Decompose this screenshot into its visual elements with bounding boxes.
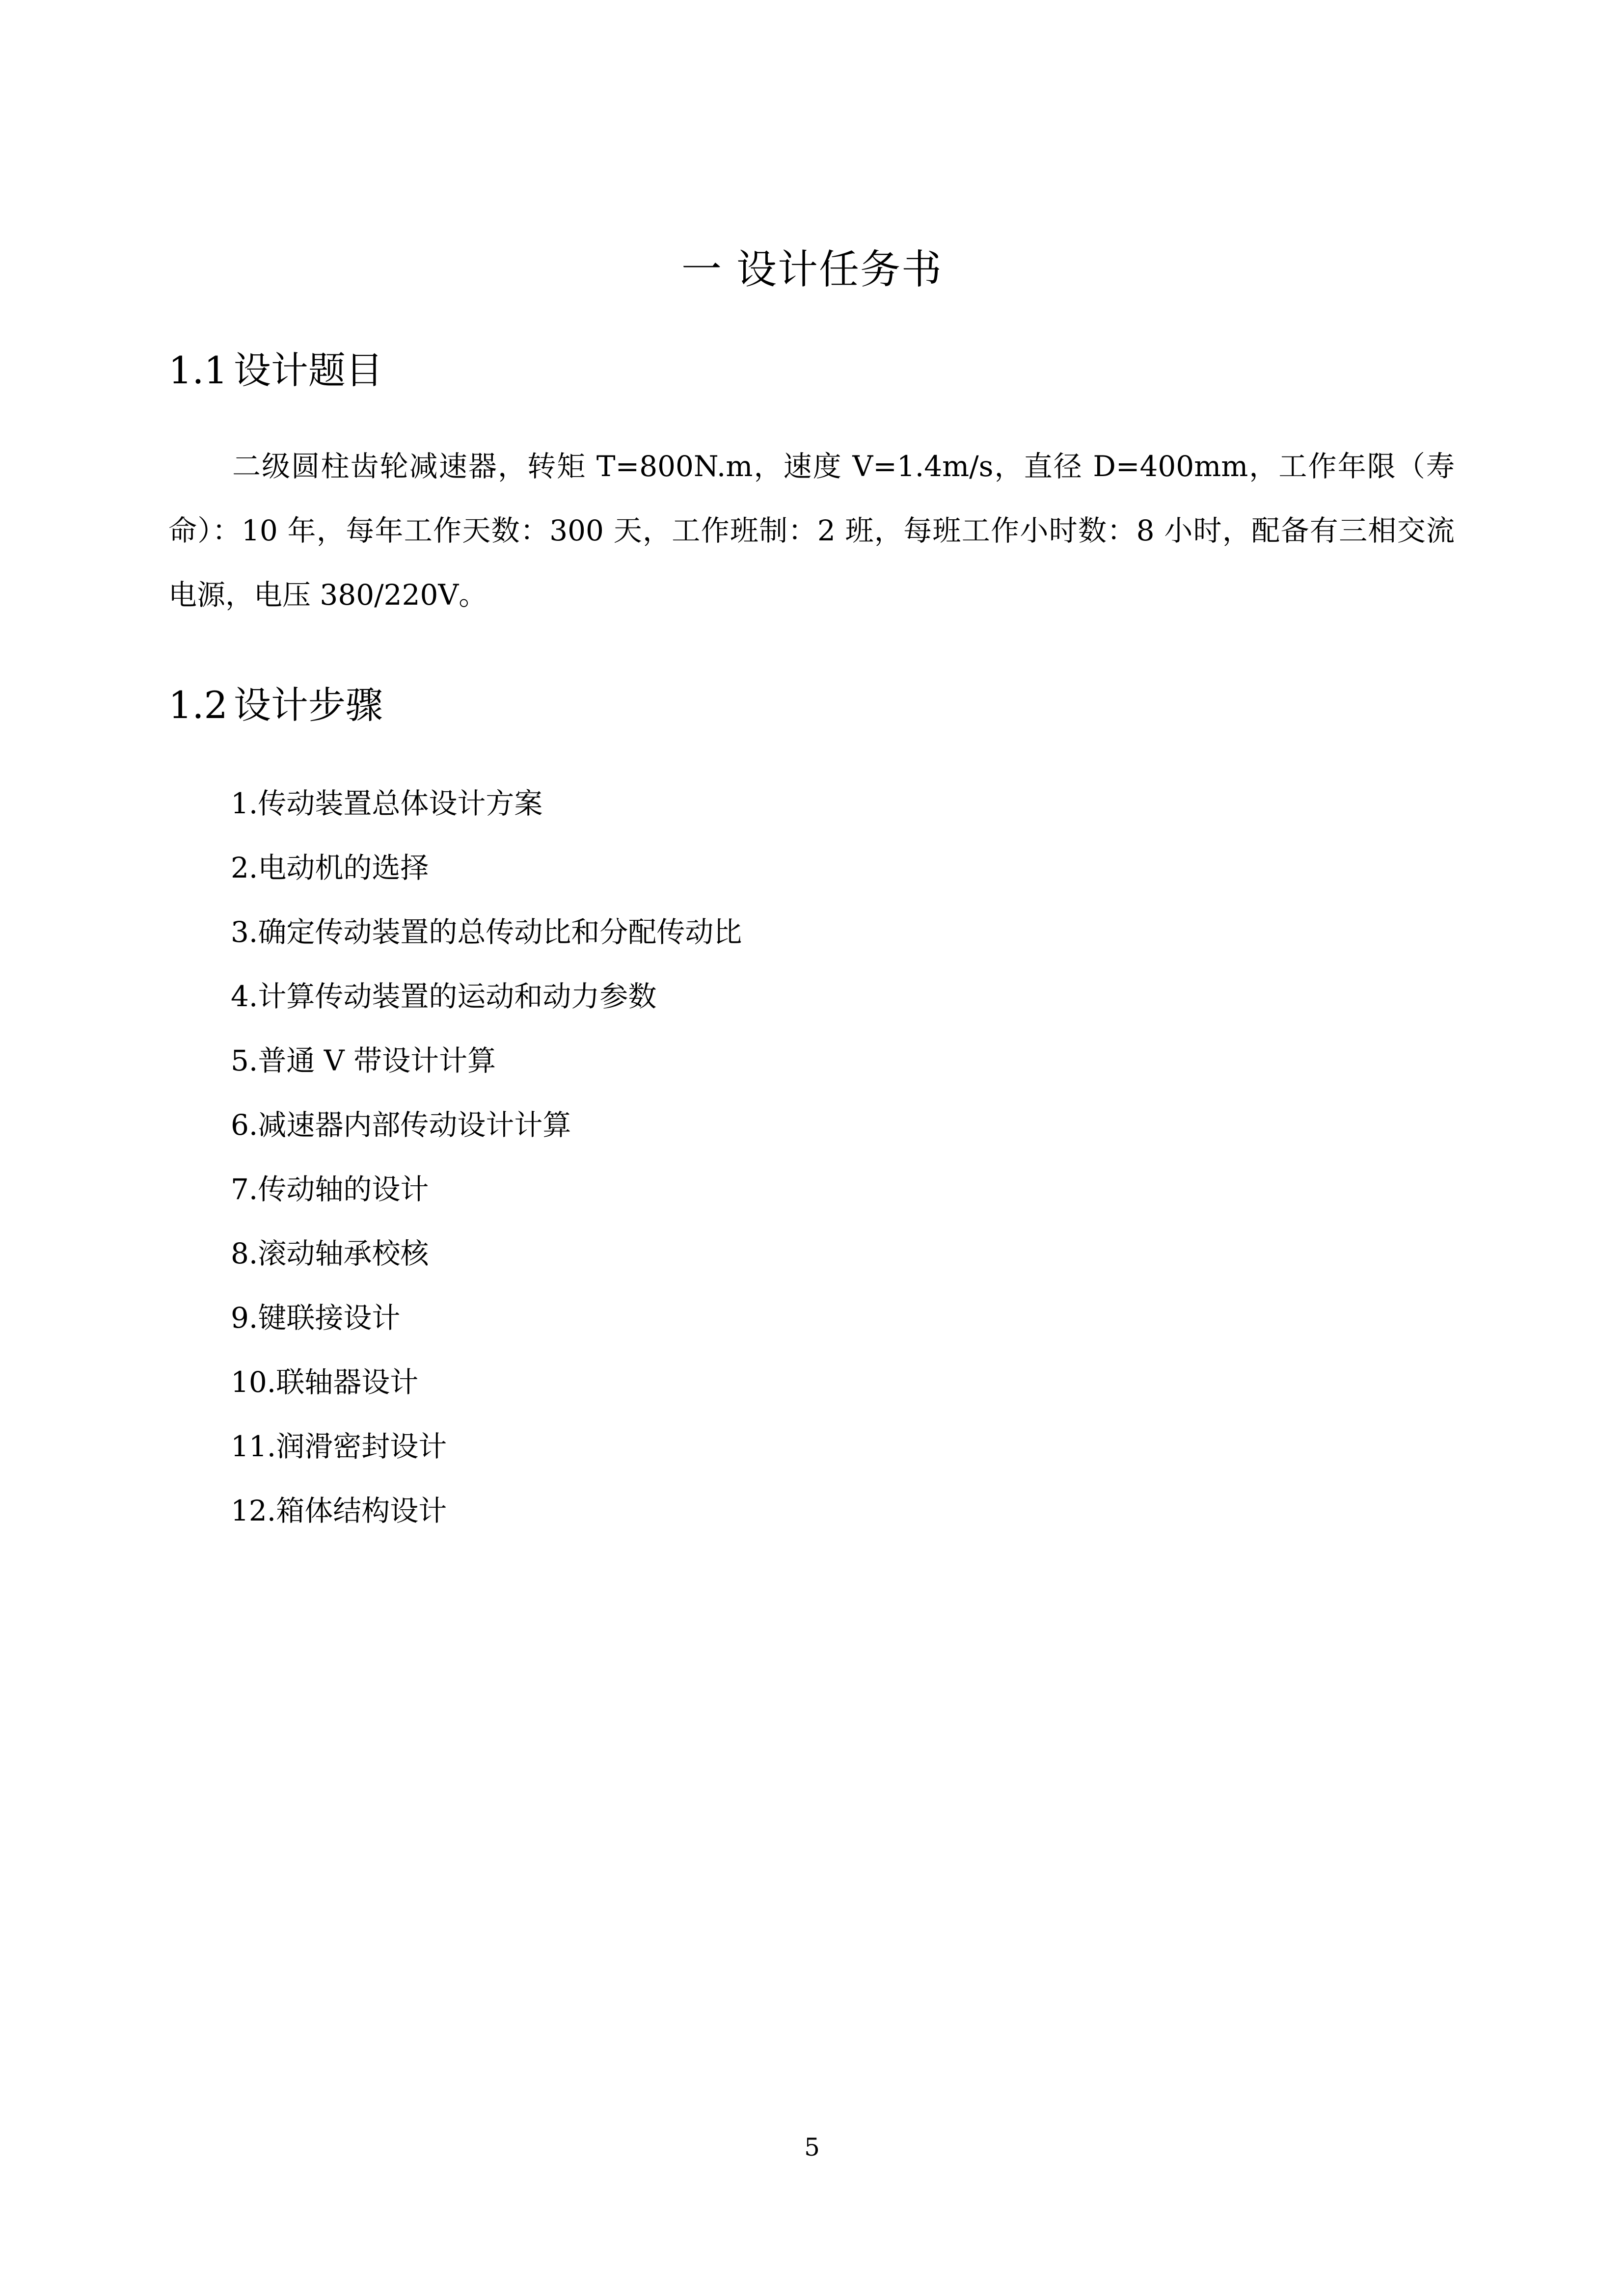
design-steps-list <box>231 772 1409 1543</box>
list-item: 2.电动机的选择 <box>231 851 429 884</box>
list-item: 6.减速器内部传动设计计算 <box>231 1108 571 1142</box>
section-heading-design-topic <box>168 346 383 395</box>
list-item: 10.联轴器设计 <box>231 1365 419 1399</box>
chapter-title: 一 设计任务书 <box>681 246 943 293</box>
section-heading-text: 设计步骤 <box>233 683 383 727</box>
list-item: 7.传动轴的设计 <box>231 1173 429 1206</box>
page-number: 5 <box>804 2133 820 2162</box>
list-item: 4.计算传动装置的运动和动力参数 <box>231 980 657 1013</box>
list-item: 9.键联接设计 <box>231 1301 401 1335</box>
list-item: 8.滚动轴承校核 <box>231 1237 429 1270</box>
section-heading-design-steps <box>168 681 383 730</box>
list-item: 1.传动装置总体设计方案 <box>231 787 543 820</box>
list-item: 12.箱体结构设计 <box>231 1494 447 1527</box>
list-item: 5.普通 V 带设计计算 <box>231 1044 496 1077</box>
list-item: 11.润滑密封设计 <box>231 1430 447 1463</box>
section-number: 1.2 <box>168 683 228 727</box>
section-number: 1.1 <box>168 348 228 392</box>
section-heading-text: 设计题目 <box>233 348 383 392</box>
list-item: 3.确定传动装置的总传动比和分配传动比 <box>231 915 742 949</box>
design-topic-paragraph: 二级圆柱齿轮减速器，转矩 T=800N.m，速度 V=1.4m/s，直径 D=400mm，工作年限（寿命）：10 年，每年工作天数：300 天，工作班制：2 班，每班工作小时数：8 小时，配备有三相交流电源，电压 380/220V。 <box>168 450 1455 612</box>
